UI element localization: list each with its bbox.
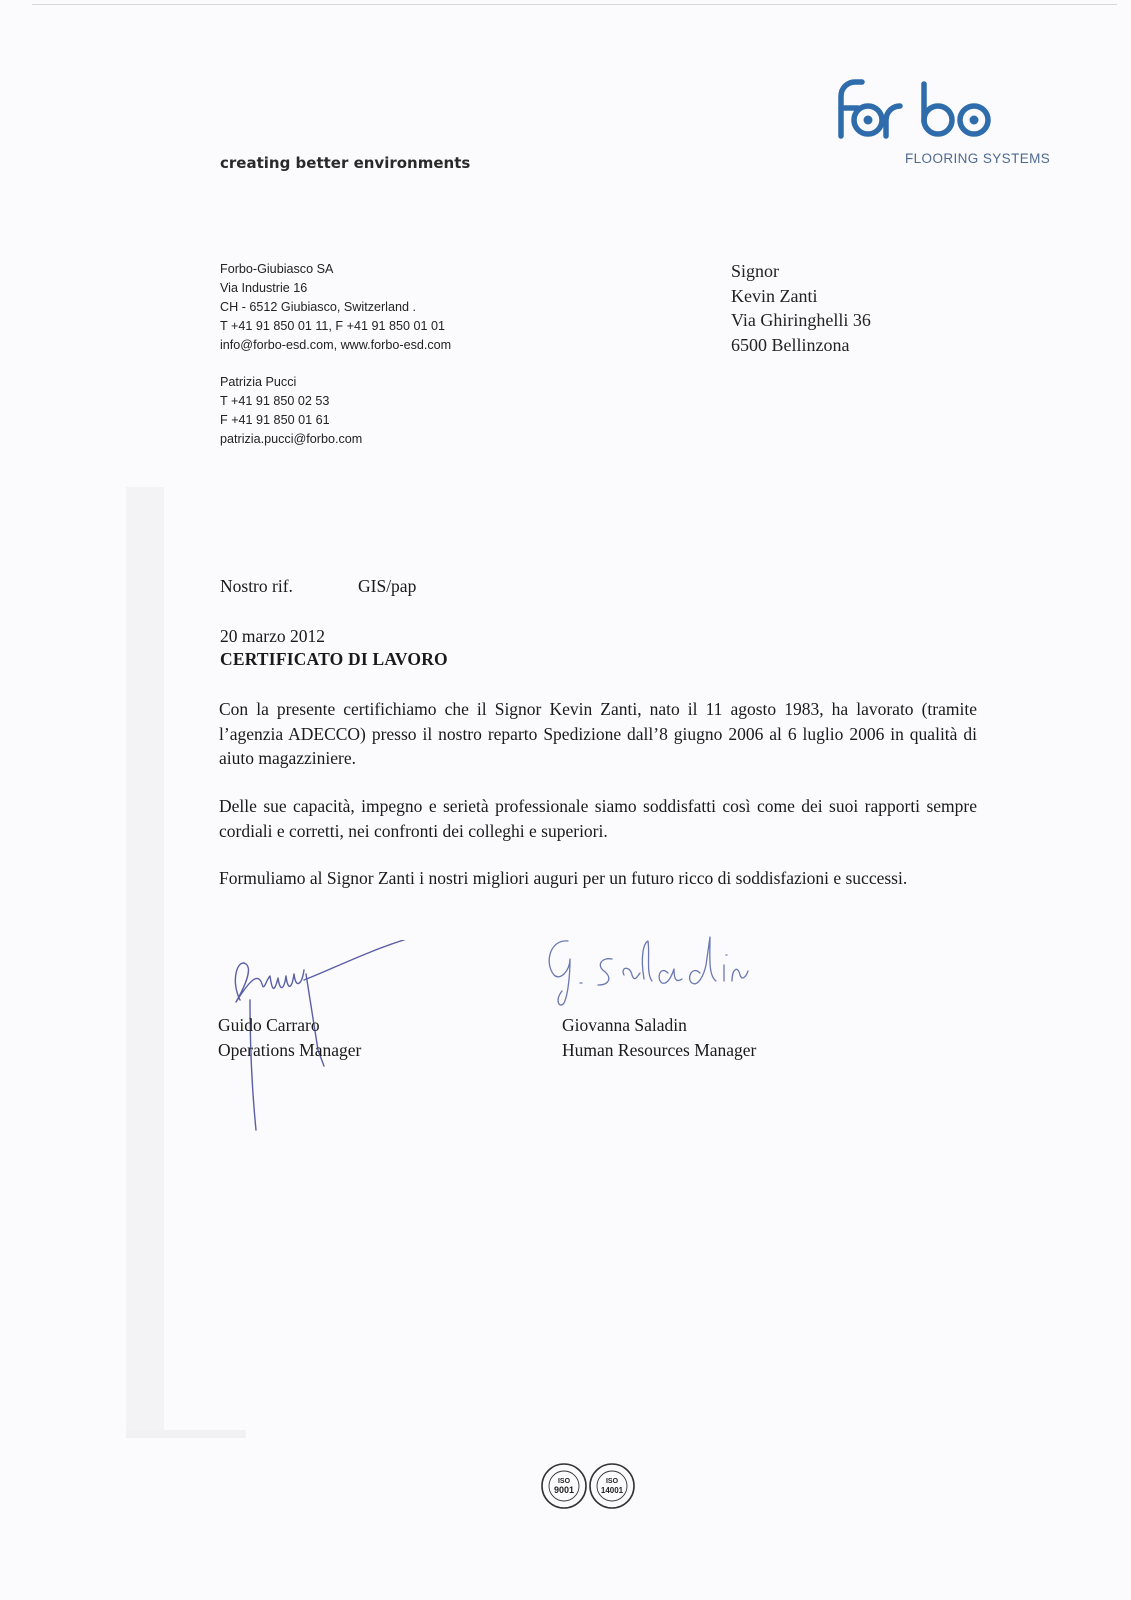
forbo-logo: [836, 78, 998, 142]
body-paragraph: Con la presente certifichiamo che il Signor Kevin Zanti, nato il 11 agosto 1983, ha lavorato (tramite l’agenzia ADECCO) presso il nostro reparto Spedizione dall’8 giugno 2006 al 6 luglio 2006 in qualità di aiuto magazziniere.: [219, 699, 977, 768]
recipient-address-block: [731, 259, 871, 357]
iso-badge-number: 9001: [553, 1485, 575, 1495]
scan-shadow: [126, 487, 164, 1437]
signer-name: Giovanna Saladin: [562, 1015, 687, 1035]
recipient-city: 6500 Bellinzona: [731, 334, 850, 355]
sender-street: Via Industrie 16: [220, 281, 308, 295]
iso-badge-label: ISO: [557, 1478, 571, 1485]
contact-email: patrizia.pucci@forbo.com: [220, 432, 363, 446]
iso-badge-label: ISO: [605, 1478, 619, 1485]
signer-role: Operations Manager: [218, 1039, 362, 1060]
recipient-street: Via Ghiringhelli 36: [731, 310, 871, 330]
reference-line: [220, 576, 417, 597]
letter-date: 20 marzo 2012: [220, 626, 325, 646]
recipient-salutation: Signor: [731, 261, 780, 281]
company-tagline: creating better environments: [220, 154, 471, 172]
sender-city: CH - 6512 Giubiasco, Switzerland .: [220, 300, 416, 314]
signature-saladin: [540, 935, 760, 1010]
contact-name: Patrizia Pucci: [220, 375, 297, 389]
sender-company: Forbo-Giubiasco SA: [220, 262, 334, 276]
sender-phone-fax: T +41 91 850 01 11, F +41 91 850 01 01: [220, 319, 446, 333]
body-paragraph: Delle sue capacità, impegno e serietà professionale siamo soddisfatti così come dei suoi rapporti sempre cordiali e corretti, nei confronti dei colleghi e superiori.: [219, 796, 977, 841]
iso-certification-badges: [540, 1460, 640, 1512]
logo-division: FLOORING SYSTEMS: [905, 151, 1051, 166]
page-top-edge: [32, 4, 1117, 5]
scan-shadow-bottom: [126, 1430, 246, 1438]
signer-role: Human Resources Manager: [562, 1039, 757, 1060]
reference-value: GIS/pap: [358, 576, 417, 596]
contact-fax: F +41 91 850 01 61: [220, 413, 330, 427]
reference-label: Nostro rif.: [220, 576, 293, 596]
signer-saladin: [562, 1013, 756, 1062]
signer-carraro: [218, 1013, 361, 1062]
sender-address-block: [220, 260, 451, 449]
body-paragraph: Formuliamo al Signor Zanti i nostri migliori auguri per un futuro ricco di soddisfazioni e successi.: [219, 868, 908, 888]
sender-email-web: info@forbo-esd.com, www.forbo-esd.com: [220, 338, 452, 352]
signer-name: Guido Carraro: [218, 1015, 320, 1035]
recipient-name: Kevin Zanti: [731, 285, 818, 306]
contact-phone: T +41 91 850 02 53: [220, 394, 330, 408]
iso-badge-number: 14001: [600, 1486, 624, 1495]
letter-title: CERTIFICATO DI LAVORO: [220, 649, 448, 669]
